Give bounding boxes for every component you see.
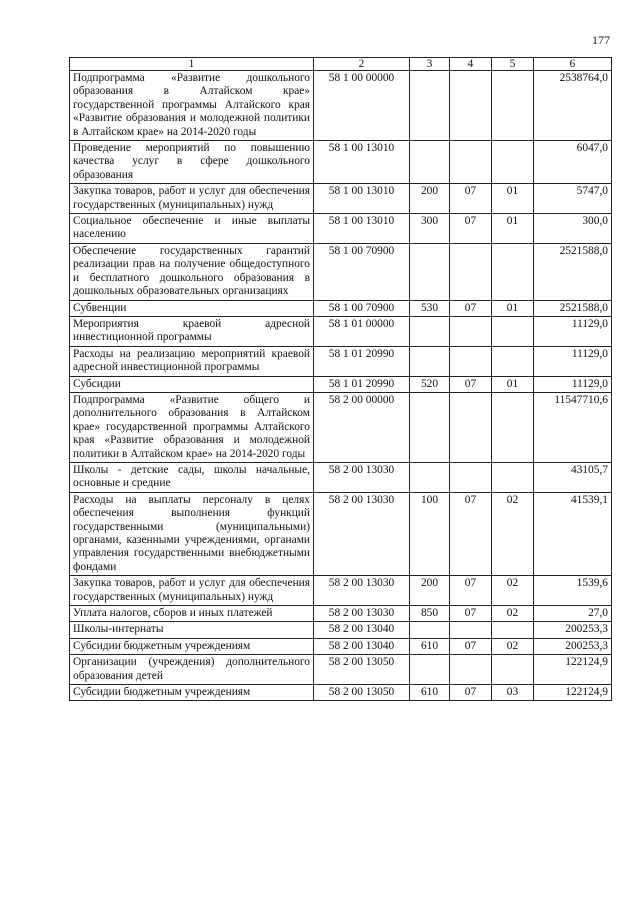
page-number: 177 [592,33,610,47]
table-row [70,141,612,184]
row-name-cell: Школы - детские сады, школы начальные, основные и средние [70,462,314,492]
row-code-cell: 58 2 00 13050 [314,655,410,685]
row-rz-cell: 07 [450,214,492,244]
column-header: 2 [314,58,410,71]
row-pr-cell [492,71,534,141]
row-rz-cell: 07 [450,184,492,214]
row-rz-cell [450,622,492,638]
row-vr-cell [410,622,450,638]
table-row [70,71,612,141]
row-rz-cell [450,462,492,492]
row-rz-cell [450,71,492,141]
row-pr-cell [492,346,534,376]
table-row [70,243,612,300]
row-code-cell: 58 2 00 13050 [314,685,410,701]
row-pr-cell [492,462,534,492]
row-pr-cell: 02 [492,576,534,606]
row-code-cell: 58 2 00 13030 [314,576,410,606]
row-code-cell: 58 1 01 20990 [314,346,410,376]
row-rz-cell [450,346,492,376]
row-vr-cell: 530 [410,300,450,316]
row-code-cell: 58 1 00 13010 [314,214,410,244]
row-name-cell: Школы-интернаты [70,622,314,638]
row-vr-cell: 610 [410,638,450,654]
column-header: 5 [492,58,534,71]
row-name-cell: Закупка товаров, работ и услуг для обеспечения государственных (муниципальных) нужд [70,576,314,606]
row-amount-cell: 300,0 [534,214,612,244]
row-rz-cell: 07 [450,300,492,316]
column-header: 1 [70,58,314,71]
row-code-cell: 58 2 00 13030 [314,492,410,575]
row-code-cell: 58 2 00 13030 [314,606,410,622]
row-code-cell: 58 1 00 70900 [314,243,410,300]
row-name-cell: Закупка товаров, работ и услуг для обеспечения государственных (муниципальных) нужд [70,184,314,214]
row-vr-cell [410,141,450,184]
row-name-cell: Социальное обеспечение и иные выплаты населению [70,214,314,244]
row-vr-cell [410,392,450,462]
row-name-cell: Расходы на реализацию мероприятий краевой адресной инвестиционной программы [70,346,314,376]
row-code-cell: 58 1 01 00000 [314,316,410,346]
row-amount-cell: 5747,0 [534,184,612,214]
row-rz-cell [450,243,492,300]
row-name-cell: Уплата налогов, сборов и иных платежей [70,606,314,622]
row-code-cell: 58 1 01 20990 [314,376,410,392]
row-name-cell: Расходы на выплаты персоналу в целях обеспечения выполнения функций государственными (муниципальными) органами, казенными учреждениями, органами управления государственными внебюджетными фондами [70,492,314,575]
row-vr-cell: 100 [410,492,450,575]
row-rz-cell: 07 [450,492,492,575]
row-code-cell: 58 2 00 13040 [314,622,410,638]
row-amount-cell: 200253,3 [534,638,612,654]
row-pr-cell: 01 [492,214,534,244]
row-rz-cell: 07 [450,685,492,701]
row-vr-cell: 850 [410,606,450,622]
row-amount-cell: 1539,6 [534,576,612,606]
row-code-cell: 58 1 00 13010 [314,184,410,214]
row-name-cell: Мероприятия краевой адресной инвестиционной программы [70,316,314,346]
row-vr-cell: 200 [410,184,450,214]
row-pr-cell: 03 [492,685,534,701]
row-amount-cell: 2538764,0 [534,71,612,141]
row-pr-cell: 01 [492,300,534,316]
row-pr-cell: 01 [492,376,534,392]
row-amount-cell: 43105,7 [534,462,612,492]
row-rz-cell: 07 [450,376,492,392]
table-row [70,655,612,685]
row-vr-cell: 610 [410,685,450,701]
row-amount-cell: 122124,9 [534,685,612,701]
row-code-cell: 58 2 00 00000 [314,392,410,462]
header-row [70,58,612,71]
row-rz-cell [450,392,492,462]
row-rz-cell [450,316,492,346]
row-vr-cell [410,462,450,492]
row-code-cell: 58 1 00 70900 [314,300,410,316]
row-pr-cell [492,141,534,184]
table-row [70,685,612,701]
row-pr-cell [492,316,534,346]
row-code-cell: 58 1 00 00000 [314,71,410,141]
row-amount-cell: 2521588,0 [534,300,612,316]
table-row [70,300,612,316]
table-row [70,606,612,622]
row-pr-cell: 02 [492,492,534,575]
row-name-cell: Субсидии [70,376,314,392]
row-pr-cell [492,622,534,638]
table-row [70,622,612,638]
row-vr-cell: 200 [410,576,450,606]
table-row [70,576,612,606]
table-row [70,492,612,575]
row-vr-cell [410,346,450,376]
row-amount-cell: 11547710,6 [534,392,612,462]
row-code-cell: 58 2 00 13040 [314,638,410,654]
row-rz-cell: 07 [450,576,492,606]
row-code-cell: 58 1 00 13010 [314,141,410,184]
column-header: 4 [450,58,492,71]
budget-table [69,57,612,701]
table-row [70,376,612,392]
row-amount-cell: 27,0 [534,606,612,622]
row-vr-cell [410,655,450,685]
row-name-cell: Подпрограмма «Развитие общего и дополнительного образования в Алтайском крае» государственной программы Алтайского края «Развитие образования и молодежной политики в Алтайском крае» на 2014-2020 годы [70,392,314,462]
table-row [70,316,612,346]
row-vr-cell [410,71,450,141]
row-vr-cell: 300 [410,214,450,244]
row-amount-cell: 11129,0 [534,316,612,346]
row-pr-cell [492,392,534,462]
row-amount-cell: 11129,0 [534,376,612,392]
table-row [70,214,612,244]
row-pr-cell: 02 [492,606,534,622]
row-rz-cell: 07 [450,638,492,654]
row-name-cell: Субвенции [70,300,314,316]
table-body [70,71,612,701]
row-vr-cell: 520 [410,376,450,392]
row-amount-cell: 122124,9 [534,655,612,685]
row-amount-cell: 200253,3 [534,622,612,638]
row-pr-cell [492,243,534,300]
table-row [70,462,612,492]
table-row [70,346,612,376]
row-name-cell: Субсидии бюджетным учреждениям [70,638,314,654]
column-header: 6 [534,58,612,71]
table-row [70,392,612,462]
table-row [70,184,612,214]
row-amount-cell: 2521588,0 [534,243,612,300]
row-pr-cell: 02 [492,638,534,654]
row-name-cell: Субсидии бюджетным учреждениям [70,685,314,701]
row-rz-cell [450,141,492,184]
table-row [70,638,612,654]
row-amount-cell: 41539,1 [534,492,612,575]
row-vr-cell [410,243,450,300]
row-name-cell: Подпрограмма «Развитие дошкольного образования в Алтайском крае» государственной программы Алтайского края «Развитие образования и молодежной политики в Алтайском крае» на 2014-2020 годы [70,71,314,141]
row-name-cell: Организации (учреждения) дополнительного образования детей [70,655,314,685]
row-rz-cell [450,655,492,685]
row-amount-cell: 11129,0 [534,346,612,376]
row-name-cell: Проведение мероприятий по повышению качества услуг в сфере дошкольного образования [70,141,314,184]
row-code-cell: 58 2 00 13030 [314,462,410,492]
row-pr-cell: 01 [492,184,534,214]
row-pr-cell [492,655,534,685]
row-rz-cell: 07 [450,606,492,622]
column-header: 3 [410,58,450,71]
row-name-cell: Обеспечение государственных гарантий реализации прав на получение общедоступного и бесплатного дошкольного образования в дошкольных образовательных организациях [70,243,314,300]
row-amount-cell: 6047,0 [534,141,612,184]
row-vr-cell [410,316,450,346]
